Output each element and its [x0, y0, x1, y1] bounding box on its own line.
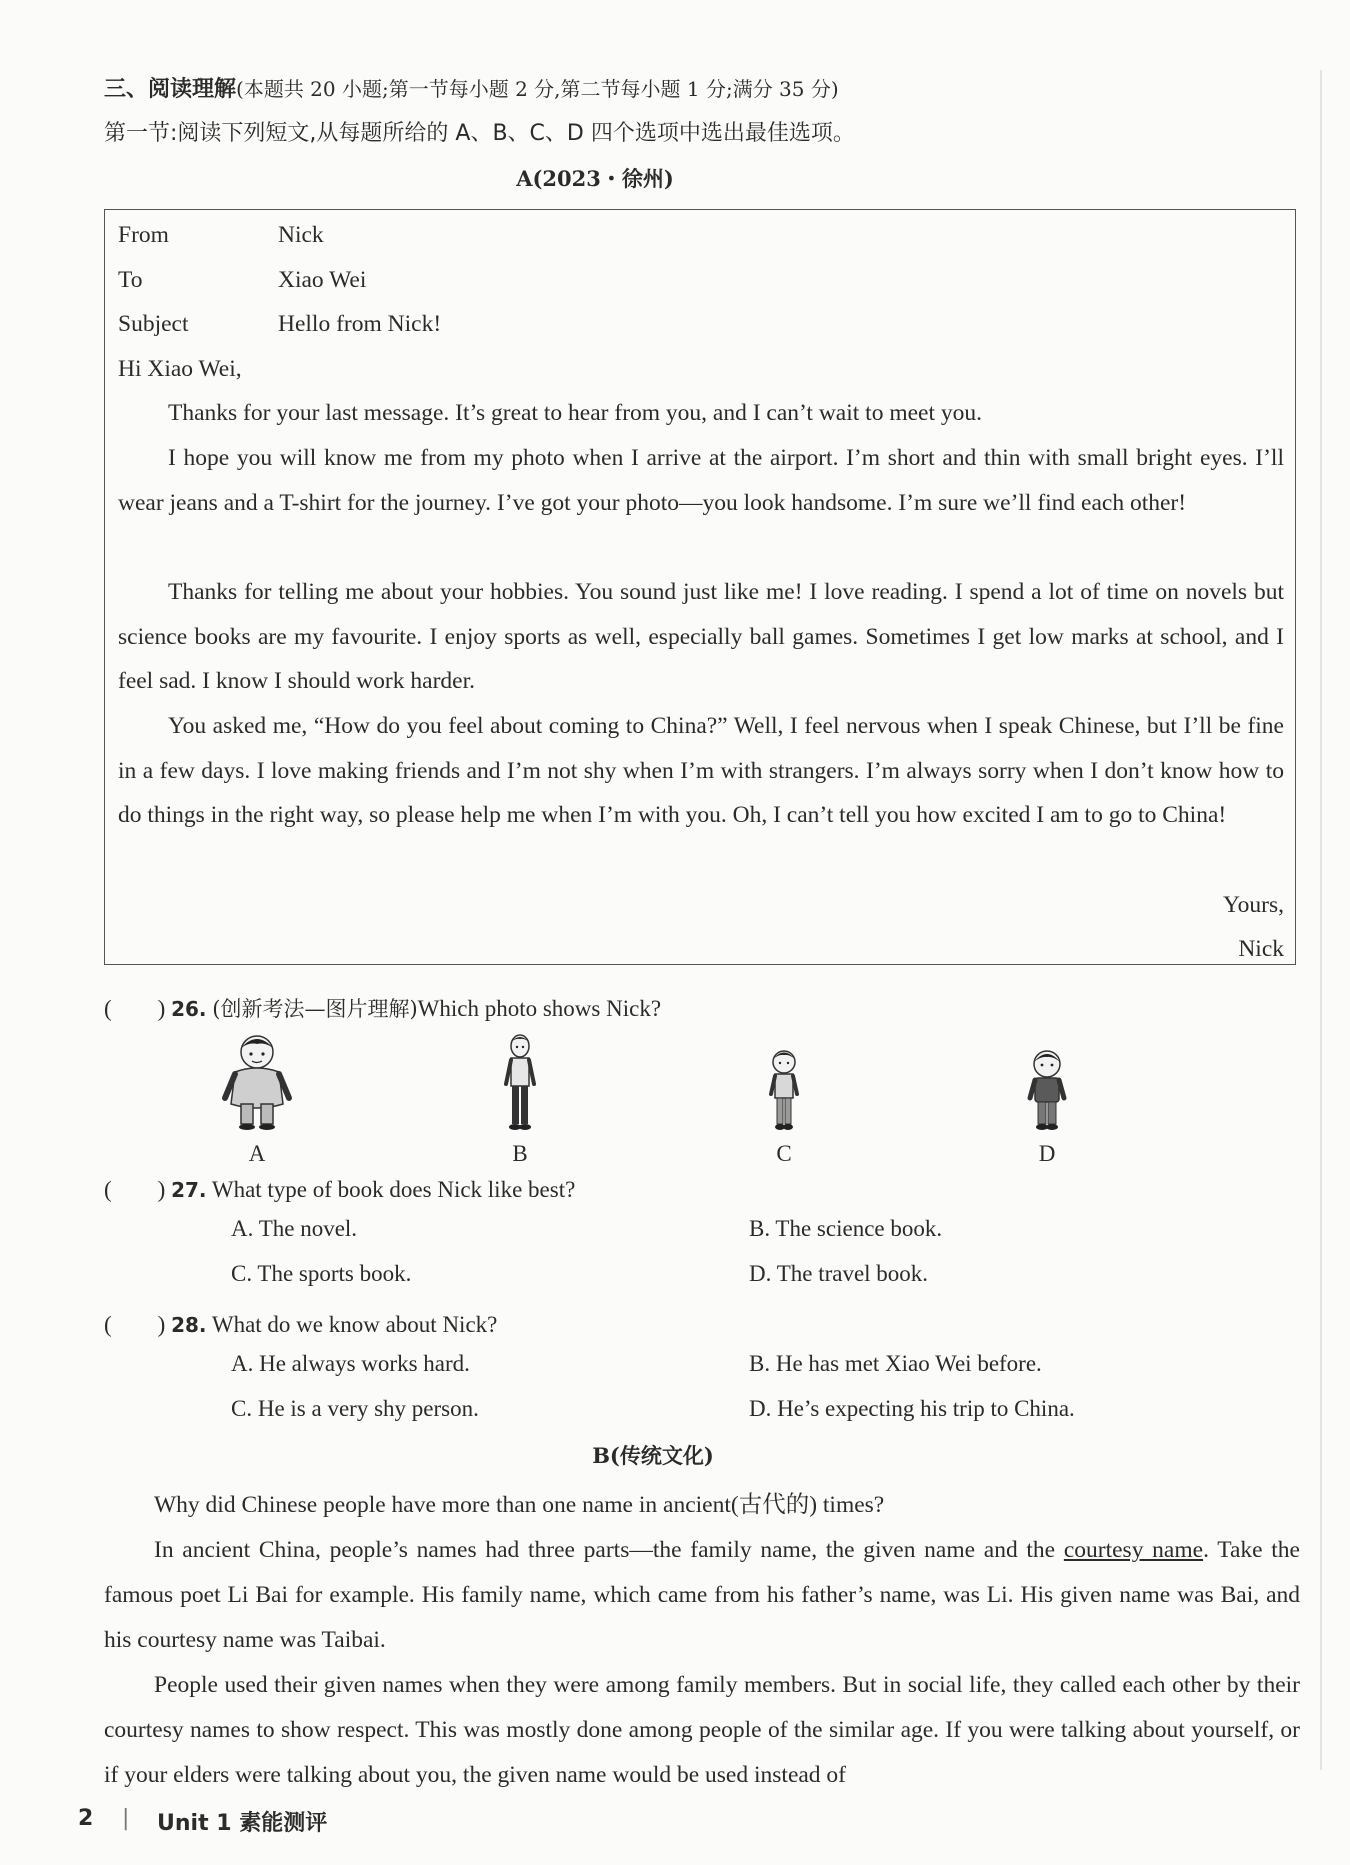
- passage-b-paragraph: Why did Chinese people have more than one name in ancient(古代的) times?: [154, 1492, 885, 1518]
- email-paragraph: Thanks for your last message. It’s great to hear from you, and I can’t wait to meet you.: [168, 400, 982, 426]
- email-closing: Yours,: [1223, 892, 1284, 918]
- figure-option-d: [1007, 1032, 1087, 1167]
- underlined-term: courtesy name: [1063, 1537, 1204, 1563]
- section-heading-title: 三、阅读理解: [104, 77, 237, 102]
- tall-thin-boy-icon: [480, 1032, 560, 1132]
- footer-separator: |: [122, 1806, 130, 1831]
- short-thin-boy-icon: [744, 1032, 824, 1132]
- email-to-label: To: [118, 267, 143, 293]
- option-a[interactable]: A. He always works hard.: [231, 1351, 470, 1376]
- email-paragraph: Thanks for telling me about your hobbies. You sound just like me! I love reading. I spend a lot of time on novels but science books are my favourite. I enjoy sports as well, especially ball games. Sometimes I get low marks at school, and I feel sad. I know I should work harder.: [118, 579, 1284, 695]
- email-paragraph: You asked me, “How do you feel about coming to China?” Well, I feel nervous when I speak Chinese, but I’ll be fine in a few days. I love making friends and I’m not shy when I’m with strangers. I’m always sorry when I don’t know how to do things in the right way, so please help me when I’m with you. Oh, I can’t tell you how excited I am to go to China!: [118, 713, 1284, 829]
- email-greeting: Hi Xiao Wei,: [118, 356, 242, 382]
- question-number: 28.: [171, 1313, 207, 1337]
- figure-label: B: [512, 1141, 528, 1166]
- figure-option-b: [480, 1032, 560, 1167]
- passage-b-title: B(传统文化): [592, 1443, 714, 1468]
- option-d[interactable]: D. The travel book.: [749, 1261, 929, 1286]
- figure-label: C: [776, 1141, 792, 1166]
- passage-b-paragraph: [104, 1528, 1300, 1663]
- question-tag: (创新考法—图片理解): [212, 997, 418, 1021]
- answer-bracket[interactable]: ( ): [104, 1312, 166, 1337]
- answer-bracket[interactable]: ( ): [104, 996, 166, 1021]
- email-to-value: Xiao Wei: [278, 267, 367, 293]
- footer-unit: Unit 1 素能测评: [157, 1811, 328, 1836]
- figure-option-c: [744, 1032, 824, 1167]
- passage-a-title: A(2023・徐州): [516, 166, 674, 191]
- option-a[interactable]: A. The novel.: [231, 1216, 358, 1241]
- email-signature: Nick: [1238, 936, 1284, 962]
- question-number: 27.: [171, 1178, 207, 1202]
- answer-bracket[interactable]: ( ): [104, 1177, 166, 1202]
- email-subject-label: Subject: [118, 311, 189, 337]
- text-segment: In ancient China, people’s names had three parts—the family name, the given name and the: [154, 1537, 1064, 1563]
- figure-option-a: [217, 1032, 297, 1167]
- text-segment: . Take the famous poet Li Bai for example. His family name, which came from his father’s name, was Li. His given name was Bai, and his courtesy name was Taibai.: [104, 1537, 1300, 1653]
- figure-label: A: [248, 1141, 266, 1166]
- stout-boy-icon: [217, 1032, 297, 1132]
- question-text: Which photo shows Nick?: [417, 996, 662, 1021]
- section-heading-note: (本题共 20 小题;第一节每小题 2 分,第二节每小题 1 分;满分 35 分): [236, 77, 839, 101]
- question-28: [104, 1306, 497, 1339]
- question-27: [104, 1171, 575, 1204]
- option-c[interactable]: C. He is a very shy person.: [231, 1396, 479, 1421]
- email-from-label: From: [118, 222, 169, 248]
- page-number: 2: [78, 1806, 94, 1831]
- section-instruction: 第一节:阅读下列短文,从每题所给的 A、B、C、D 四个选项中选出最佳选项。: [104, 121, 855, 146]
- email-from-value: Nick: [278, 222, 324, 248]
- section-heading: [104, 72, 839, 103]
- email-paragraph: I hope you will know me from my photo when I arrive at the airport. I’m short and thin with small bright eyes. I’ll wear jeans and a T-shirt for the journey. I’ve got your photo—you look handsome. I’m sure we’ll find each other!: [118, 445, 1284, 516]
- question-text: What do we know about Nick?: [211, 1312, 498, 1337]
- option-b[interactable]: B. He has met Xiao Wei before.: [749, 1351, 1042, 1376]
- question-text: What type of book does Nick like best?: [211, 1177, 576, 1202]
- passage-b-paragraph: People used their given names when they were among family members. But in social life, they called each other by their courtesy names to show respect. This was mostly done among people of the similar age. If you were talking about yourself, or if your elders were talking about you, the given name would be used instead of: [104, 1672, 1300, 1788]
- page-edge-shadow: [1320, 70, 1322, 1770]
- option-d[interactable]: D. He’s expecting his trip to China.: [749, 1396, 1075, 1421]
- question-26: [104, 990, 661, 1023]
- option-c[interactable]: C. The sports book.: [231, 1261, 412, 1286]
- figure-label: D: [1038, 1141, 1056, 1166]
- question-number: 26.: [171, 997, 207, 1021]
- option-b[interactable]: B. The science book.: [749, 1216, 943, 1241]
- short-boy-icon: [1007, 1032, 1087, 1132]
- email-subject-value: Hello from Nick!: [278, 311, 442, 337]
